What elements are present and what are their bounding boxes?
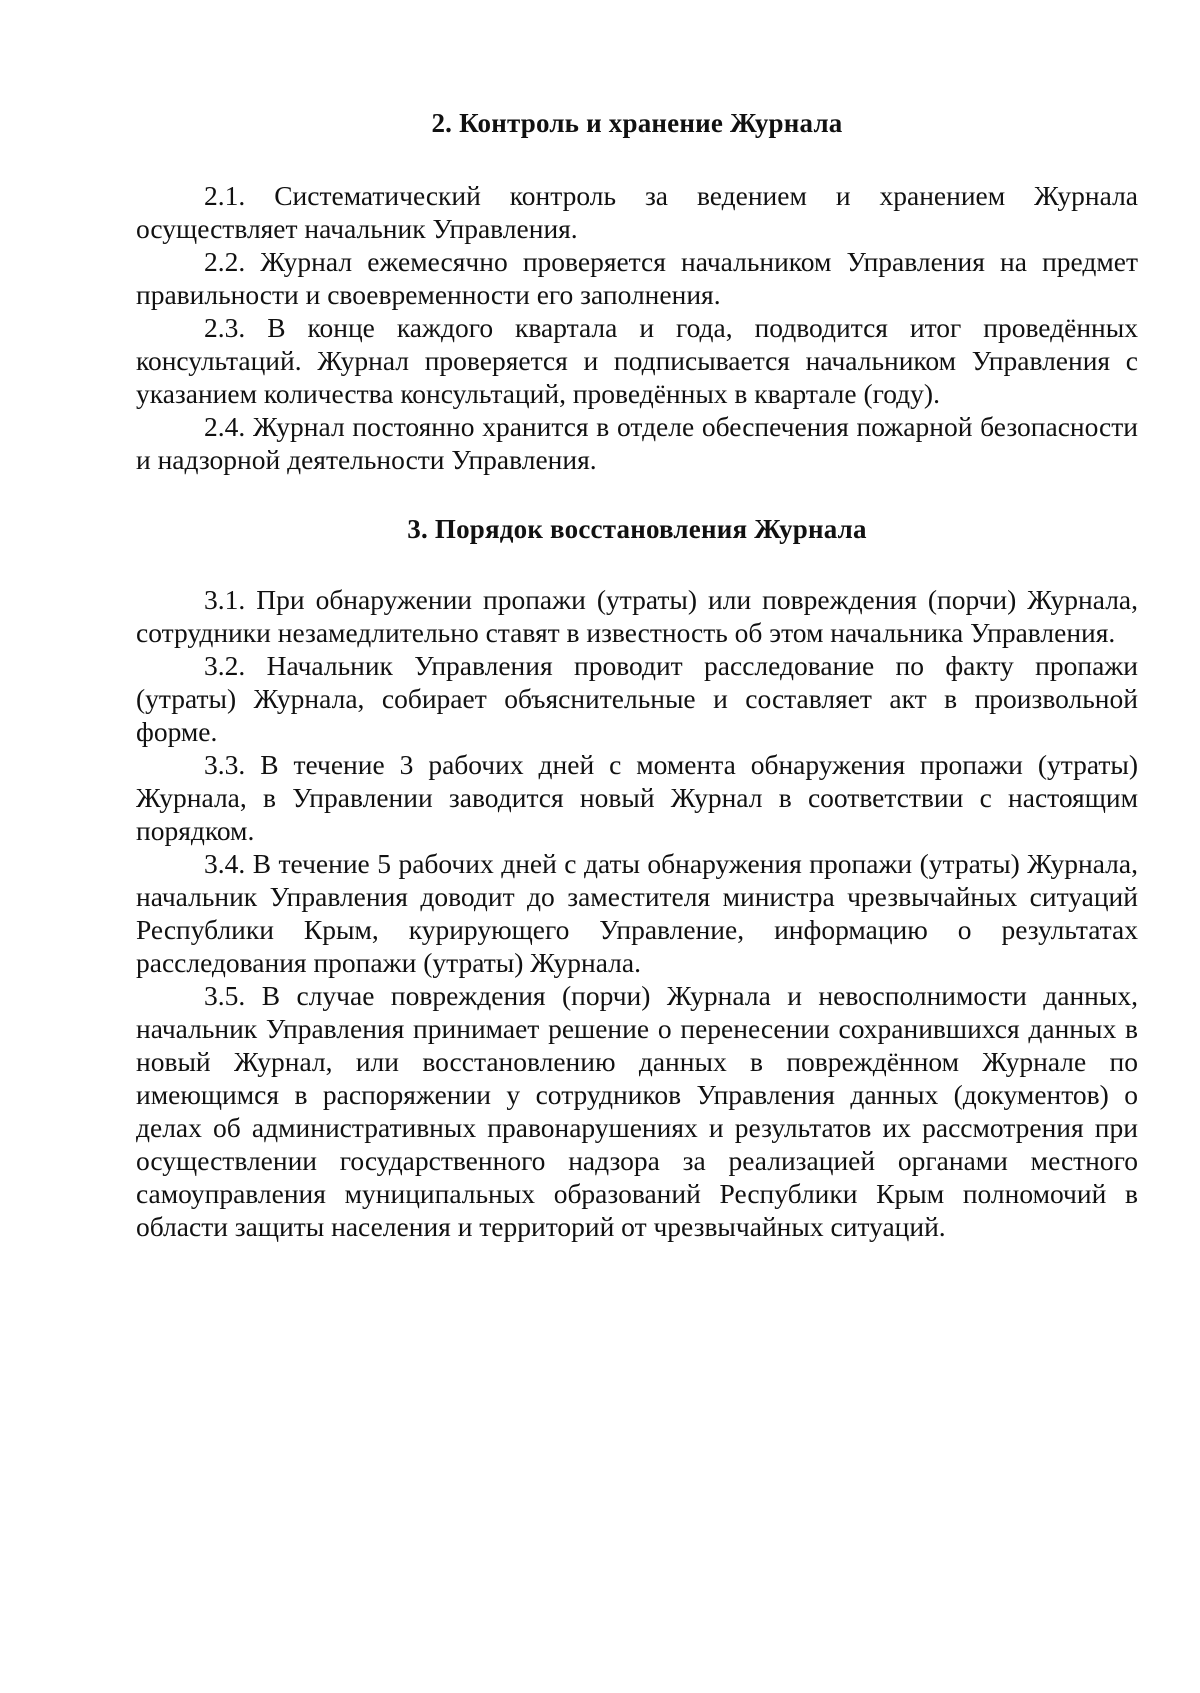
paragraph-2-1: 2.1. Систематический контроль за ведением и хранением Журнала осуществляет начальник Управления. <box>136 180 1138 244</box>
paragraph-3-1: 3.1. При обнаружении пропажи (утраты) или повреждения (порчи) Журнала, сотрудники незамедлительно ставят в известность об этом начальника Управления. <box>136 584 1138 648</box>
section-3-title: 3. Порядок восстановления Журнала <box>407 514 867 544</box>
section-2-title: 2. Контроль и хранение Журнала <box>431 108 843 138</box>
paragraph-3-2: 3.2. Начальник Управления проводит расследование по факту пропажи (утраты) Журнала, собирает объяснительные и составляет акт в произвольной форме. <box>136 650 1138 747</box>
paragraph-2-4: 2.4. Журнал постоянно хранится в отделе обеспечения пожарной безопасности и надзорной деятельности Управления. <box>136 411 1138 475</box>
document-page <box>136 108 1138 1243</box>
paragraph-2-2: 2.2. Журнал ежемесячно проверяется начальником Управления на предмет правильности и своевременности его заполнения. <box>136 246 1138 310</box>
paragraph-3-4: 3.4. В течение 5 рабочих дней с даты обнаружения пропажи (утраты) Журнала, начальник Управления доводит до заместителя министра чрезвычайных ситуаций Республики Крым, курирующего Управление, информацию о результатах расследования пропажи (утраты) Журнала. <box>136 848 1138 978</box>
paragraph-2-3: 2.3. В конце каждого квартала и года, подводится итог проведённых консультаций. Журнал проверяется и подписывается начальником Управления с указанием количества консультаций, проведённых в квартале (году). <box>136 312 1138 409</box>
paragraph-3-5: 3.5. В случае повреждения (порчи) Журнала и невосполнимости данных, начальник Управления принимает решение о перенесении сохранившихся данных в новый Журнал, или восстановлению данных в повреждённом Журнале по имеющимся в распоряжении у сотрудников Управления данных (документов) о делах об административных правонарушениях и результатов их рассмотрения при осуществлении государственного надзора за реализацией органами местного самоуправления муниципальных образований Республики Крым полномочий в области защиты населения и территорий от чрезвычайных ситуаций. <box>136 980 1138 1242</box>
paragraph-3-3: 3.3. В течение 3 рабочих дней с момента обнаружения пропажи (утраты) Журнала, в Управлении заводится новый Журнал в соответствии с настоящим порядком. <box>136 749 1138 846</box>
